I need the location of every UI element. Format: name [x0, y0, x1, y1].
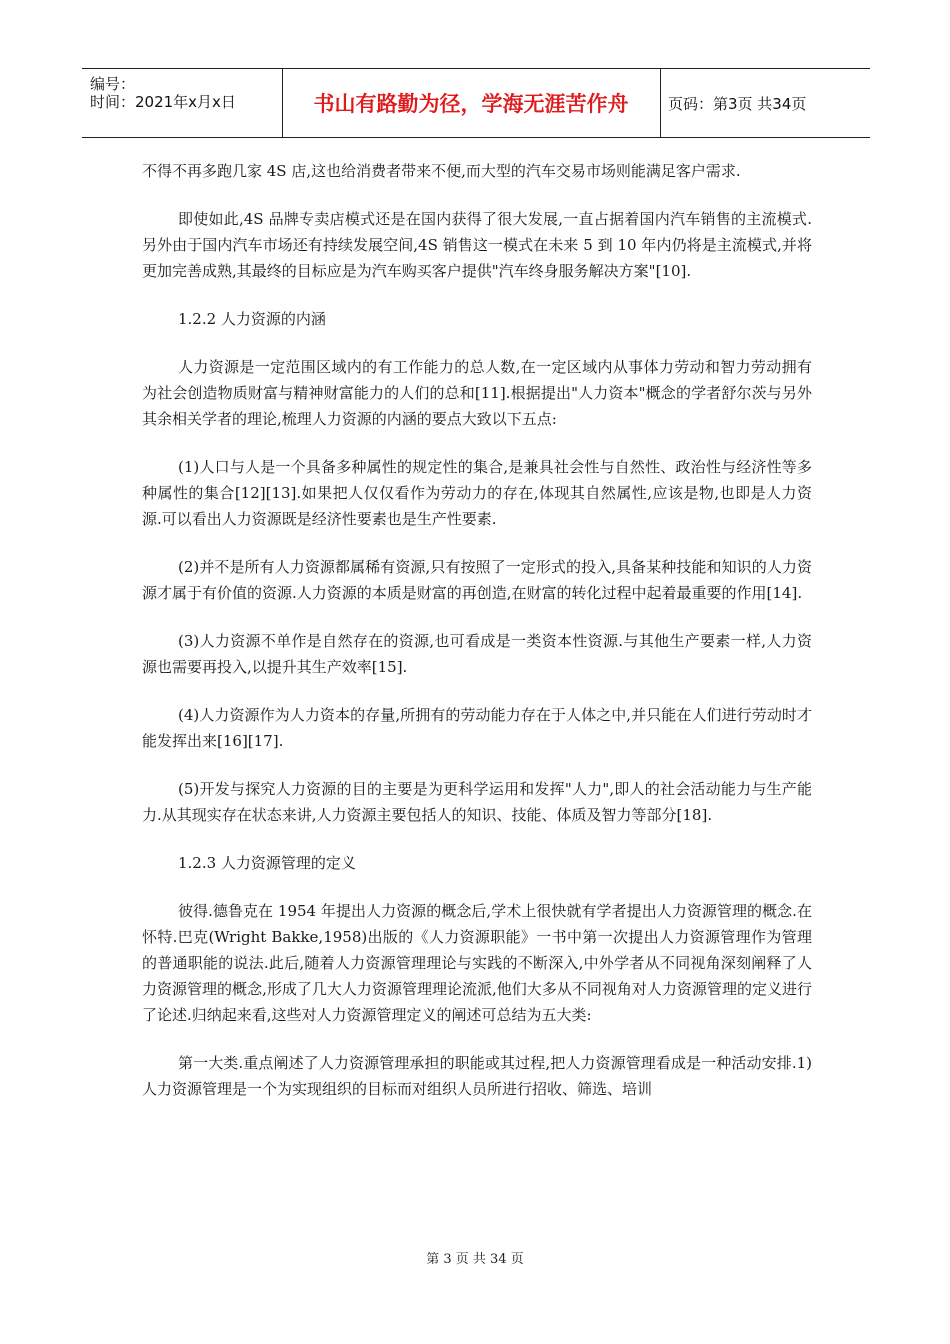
list-item: (3)人力资源不单作是自然存在的资源,也可看成是一类资本性资源.与其他生产要素一样,人力资源也需要再投入,以提升其生产效率[15]. — [142, 632, 812, 676]
paragraph: 人力资源是一定范围区域内的有工作能力的总人数,在一定区域内从事体力劳动和智力劳动拥有为社会创造物质财富与精神财富能力的人们的总和[11].根据提出"人力资本"概念的学者舒尔茨与另外其余相关学者的理论,梳理人力资源的内涵的要点大致以下五点: — [142, 358, 812, 428]
section-heading: 1.2.2 人力资源的内涵 — [178, 310, 326, 328]
paragraph: 彼得.德鲁克在 1954 年提出人力资源的概念后,学术上很快就有学者提出人力资源管理的概念.在怀特.巴克(Wright Bakke,1958)出版的《人力资源职能》一书中第一次提出人力资源管理作为管理的普通职能的说法.此后,随着人力资源管理理论与实践的不断深入,中外学者从不同视角深刻阐释了人力资源管理的概念,形成了几大人力资源管理理论流派,他们大多从不同视角对人力资源管理的定义进行了论述.归纳起来看,这些对人力资源管理定义的阐述可总结为五大类: — [142, 902, 812, 1024]
page-header — [82, 68, 870, 138]
header-page-info: 页码：第3页 共34页 — [668, 94, 807, 113]
paragraph: 第一大类.重点阐述了人力资源管理承担的职能或其过程,把人力资源管理看成是一种活动安排.1)人力资源管理是一个为实现组织的目标而对组织人员所进行招收、筛选、培训 — [142, 1054, 812, 1098]
list-item: (5)开发与探究人力资源的目的主要是为更科学运用和发挥"人力",即人的社会活动能力与生产能力.从其现实存在状态来讲,人力资源主要包括人的知识、技能、体质及智力等部分[18]. — [142, 780, 812, 824]
header-meta — [82, 69, 282, 137]
paragraph: 不得不再多跑几家 4S 店,这也给消费者带来不便,而大型的汽车交易市场则能满足客户需求. — [142, 162, 741, 180]
list-item: (4)人力资源作为人力资本的存量,所拥有的劳动能力存在于人体之中,并只能在人们进行劳动时才能发挥出来[16][17]. — [142, 706, 812, 750]
list-item: (2)并不是所有人力资源都属稀有资源,只有按照了一定形式的投入,具备某种技能和知识的人力资源才属于有价值的资源.人力资源的本质是财富的再创造,在财富的转化过程中起着最重要的作用[14]. — [142, 558, 812, 602]
header-divider-right — [660, 69, 661, 137]
time-label: 时间：2021年x月x日 — [90, 93, 236, 111]
paragraph: 即使如此,4S 品牌专卖店模式还是在国内获得了很大发展,一直占据着国内汽车销售的主流模式.另外由于国内汽车市场还有持续发展空间,4S 销售这一模式在未来 5 到 10 年内仍将是主流模式,并将更加完善成熟,其最终的目标应是为汽车购买客户提供"汽车终身服务解决方案"[10]. — [142, 210, 812, 280]
document-body — [142, 158, 812, 1124]
section-heading: 1.2.3 人力资源管理的定义 — [178, 854, 356, 872]
page-footer: 第 3 页 共 34 页 — [426, 1252, 524, 1267]
header-motto: 书山有路勤为径，学海无涯苦作舟 — [313, 92, 629, 116]
list-item: (1)人口与人是一个具备多种属性的规定性的集合,是兼具社会性与自然性、政治性与经济性等多种属性的集合[12][13].如果把人仅仅看作为劳动力的存在,体现其自然属性,应该是物,也即是人力资源.可以看出人力资源既是经济性要素也是生产性要素. — [142, 458, 812, 528]
number-label: 编号： — [90, 75, 136, 93]
